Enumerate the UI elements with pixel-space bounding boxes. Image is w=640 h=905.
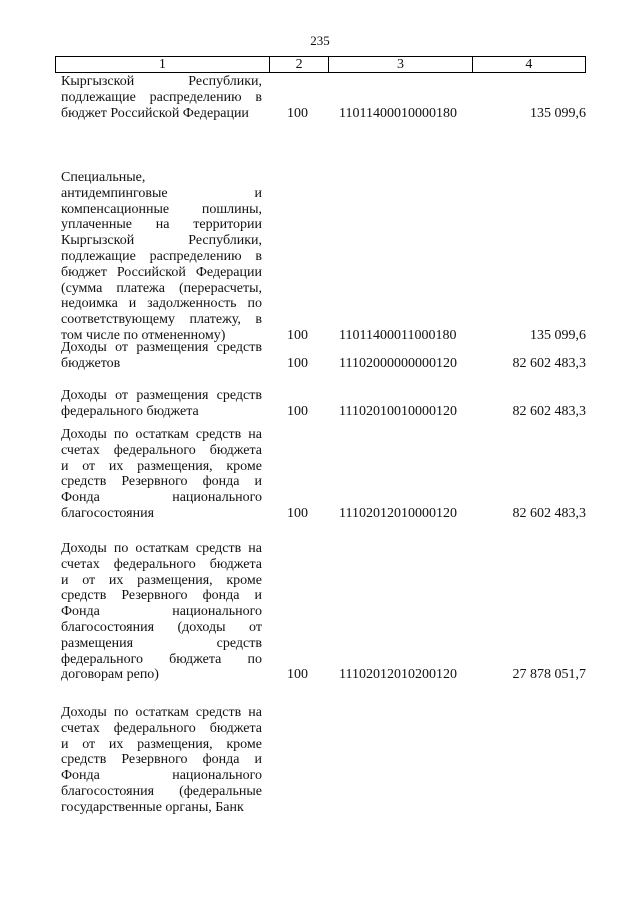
description-line: недоимка и задолженность по (61, 296, 262, 312)
description-line: бюджет Российской Федерации (61, 105, 249, 121)
description-line: бюджет Российской Федерации (61, 264, 262, 280)
amount-value: 135 099,6 (530, 105, 586, 121)
description-line: Доходы по остаткам средств на (61, 705, 262, 720)
description-line: Доходы от размещения средств (61, 388, 262, 403)
budget-classification-code: 11102012010200120 (339, 667, 457, 683)
description-line: Фонда национального (61, 604, 262, 620)
description-line: размещения средств (61, 635, 262, 651)
column-header-4: 4 (525, 57, 533, 72)
description-line: Фонда национального (61, 768, 262, 784)
description-line: (сумма платежа (перерасчеты, (61, 280, 262, 296)
description-line: счетах федерального бюджета (61, 556, 262, 572)
row-description (61, 170, 262, 344)
description-line: счетах федерального бюджета (61, 720, 262, 736)
amount-value: 82 602 483,3 (512, 506, 586, 521)
description-line: благосостояния (61, 505, 155, 521)
description-line: Доходы по остаткам средств на (61, 541, 262, 556)
table-header (55, 56, 586, 73)
amount-value: 27 878 051,7 (512, 667, 586, 683)
description-line: соответствующему платежу, в (61, 312, 262, 328)
administrator-code: 100 (287, 355, 308, 371)
amount-value: 82 602 483,3 (512, 403, 586, 419)
description-line: счетах федерального бюджета (61, 442, 262, 458)
description-line: Специальные, (61, 170, 146, 185)
description-line: средств Резервного фонда и (61, 474, 262, 490)
page-number: 235 (310, 33, 330, 48)
column-header-1: 1 (56, 57, 270, 72)
description-line: бюджетов (61, 355, 121, 371)
administrator-code: 100 (287, 105, 308, 121)
description-line: Кыргызской Республики, (61, 233, 262, 249)
description-line: федерального бюджета по (61, 651, 262, 667)
description-line: подлежащие распределению в (61, 89, 262, 105)
column-header-2: 2 (270, 57, 330, 72)
row-description (61, 427, 262, 522)
description-line: федерального бюджета (61, 403, 199, 419)
row-description (61, 74, 262, 121)
description-line: и от их размещения, кроме (61, 572, 262, 588)
description-line: Доходы от размещения средств (61, 340, 262, 355)
description-line: благосостояния (доходы от (61, 619, 262, 635)
row-description (61, 388, 262, 420)
administrator-code: 100 (287, 506, 308, 521)
description-line: Фонда национального (61, 490, 262, 506)
description-line: и от их размещения, кроме (61, 736, 262, 752)
administrator-code: 100 (287, 403, 308, 419)
administrator-code: 100 (287, 328, 308, 343)
description-line: компенсационные пошлины, (61, 201, 262, 217)
description-line: благосостояния (федеральные (61, 783, 262, 799)
description-line: государственные органы, Банк (61, 799, 244, 815)
description-line: Доходы по остаткам средств на (61, 427, 262, 442)
budget-classification-code: 11011400011000180 (339, 328, 457, 343)
description-line: договорам репо) (61, 667, 159, 683)
row-description (61, 705, 262, 816)
description-line: подлежащие распределению в (61, 248, 262, 264)
budget-classification-code: 11011400010000180 (339, 105, 457, 121)
description-line: средств Резервного фонда и (61, 752, 262, 768)
budget-classification-code: 11102010010000120 (339, 403, 457, 419)
description-line: антидемпинговые и (61, 185, 262, 201)
administrator-code: 100 (287, 667, 308, 683)
description-line: уплаченные на территории (61, 217, 262, 233)
column-header-3: 3 (329, 57, 472, 72)
row-description (61, 340, 262, 372)
description-line: средств Резервного фонда и (61, 588, 262, 604)
amount-value: 82 602 483,3 (512, 355, 586, 371)
description-line: том числе по отмененному) (61, 327, 226, 343)
description-line: и от их размещения, кроме (61, 458, 262, 474)
amount-value: 135 099,6 (530, 328, 586, 343)
budget-classification-code: 11102000000000120 (339, 355, 457, 371)
budget-classification-code: 11102012010000120 (339, 506, 457, 521)
description-line: Кыргызской Республики, (61, 74, 262, 89)
row-description (61, 541, 262, 683)
